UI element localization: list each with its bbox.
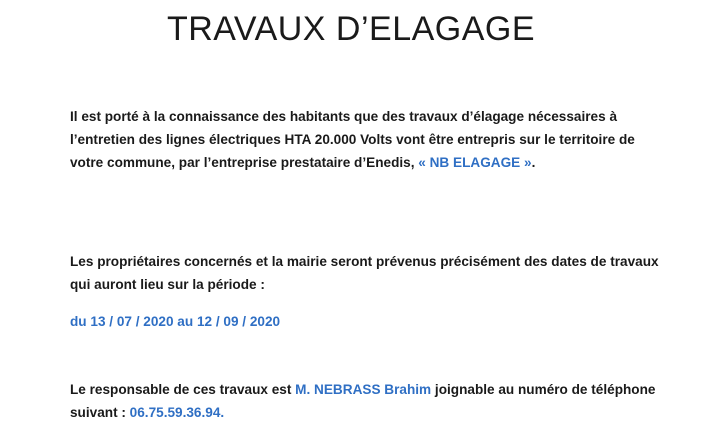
notification-paragraph [70, 250, 670, 296]
period-line [70, 310, 670, 333]
intro-paragraph [70, 105, 670, 174]
contact-text-before: Le responsable de ces travaux est [70, 382, 296, 397]
document-title: TRAVAUX D’ELAGAGE [166, 10, 536, 48]
intro-text: Il est porté à la connaissance des habitants que des travaux d’élagage nécessaires à l’entretien des lignes électriques HTA 20.000 Volts vont être entrepris sur le territoire de votre commune, par l’entreprise prestataire d’Enedis, [70, 109, 635, 170]
contact-paragraph [70, 378, 670, 424]
company-name: « NB ELAGAGE » [418, 155, 532, 170]
intro-end: . [531, 155, 536, 170]
phone-number: 06.75.59.36.94. [129, 405, 225, 420]
period-dates: du 13 / 07 / 2020 au 12 / 09 / 2020 [70, 314, 281, 329]
contact-text-middle: joignable au numéro de téléphone suivant : [70, 382, 656, 420]
notification-text: Les propriétaires concernés et la mairie seront prévenus précisément des dates de travaux qui auront lieu sur la période : [70, 254, 659, 292]
responsible-person: M. NEBRASS Brahim [295, 382, 432, 397]
